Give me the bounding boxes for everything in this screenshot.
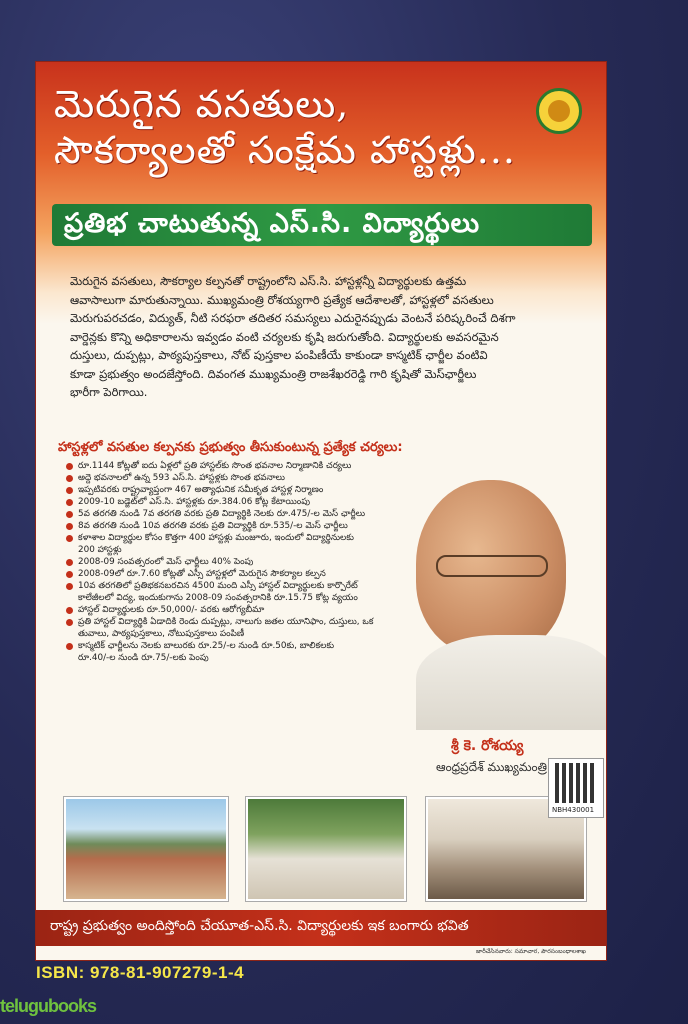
list-item: అద్దె భవనాలలో ఉన్న 593 ఎస్.సి. హాస్టళ్లకు సొంత భవనాలు — [66, 472, 436, 484]
portrait-glasses — [436, 555, 548, 577]
poster — [36, 62, 606, 960]
hostel-building-photo — [64, 797, 228, 901]
headline-line-2: సౌకర్యాలతో సంక్షేమ హాస్టళ్లు... — [54, 128, 516, 172]
bullet-icon — [66, 571, 73, 578]
qr-code-icon — [555, 763, 595, 803]
bottom-banner-text: రాష్ట్ర ప్రభుత్వం అందిస్తోంది చేయూత-ఎస్.సి. విద్యార్థులకు ఇక బంగారు భవిత — [50, 918, 469, 934]
list-item: ప్రతి హాస్టల్ విద్యార్థికి ఏడాదికి రెండు దుప్పట్లు, నాలుగు జతల యూనిఫాం, దుస్తులు, ఒక తువాలు, పాఠ్యపుస్తకాలు, నోటుపుస్తకాలు పంపిణీ — [66, 616, 436, 640]
portrait-caption-name: శ్రీ కె. రోశయ్య — [451, 738, 524, 754]
bullet-icon — [66, 463, 73, 470]
portrait-caption-role: ఆంధ్రప్రదేశ్ ముఖ్యమంత్రి — [436, 760, 547, 774]
list-item: 2008-09 సంవత్సరంలో మెస్ ఛార్జీలు 40% పెంపు — [66, 556, 436, 568]
list-item: కళాశాల విద్యార్థుల కోసం కొత్తగా 400 హాస్టళ్లు మంజూరు, ఇందులో విద్యార్థినులకు 200 హాస్టళ్లు — [66, 532, 436, 556]
bullet-icon — [66, 619, 73, 626]
list-item: 5వ తరగతి నుండి 7వ తరగతి వరకు ప్రతి విద్యార్థికి నెలకు రూ.475/-ల మెస్ ఛార్జీలు — [66, 508, 436, 520]
bullet-icon — [66, 559, 73, 566]
list-item: 2008-09లో రూ.7.60 కోట్లతో ఎస్సీ హాస్టళ్లలో మెరుగైన సౌకర్యాల కల్పన — [66, 568, 436, 580]
bullet-icon — [66, 487, 73, 494]
bullet-icon — [66, 499, 73, 506]
watermark-logo: telugubooks — [0, 996, 96, 1016]
qr-code — [548, 758, 604, 818]
list-item: 10వ తరగతిలో ప్రతిభకనబరచిన 4500 మంది ఎస్సీ హాస్టల్ విద్యార్థులకు కార్పొరేట్ కాలేజీలలో విద్య, ఇందుకుగాను 2008-09 సంవత్సరానికి రూ.15.75 కోట్ల వ్యయం — [66, 580, 436, 604]
section-title: హాస్టళ్లలో వసతుల కల్పనకు ప్రభుత్వం తీసుకుంటున్న ప్రత్యేక చర్యలు: — [58, 440, 403, 455]
measures-list — [66, 460, 436, 664]
bullet-icon — [66, 535, 73, 542]
bullet-icon — [66, 607, 73, 614]
chief-minister-portrait — [396, 470, 606, 730]
bullet-icon — [66, 511, 73, 518]
portrait-shawl — [416, 635, 606, 730]
list-item: కాస్మటిక్ ఛార్జీలను నెలకు బాలురకు రూ.25/-ల నుండి రూ.50కు, బాలికలకు రూ.40/-ల నుండి రూ.75/-లకు పెంపు — [66, 640, 436, 664]
subheadline-text: ప్రతిభ చాటుతున్న ఎస్.సి. విద్యార్థులు — [64, 208, 481, 239]
bullet-icon — [66, 475, 73, 482]
isbn-text: ISBN: 978-81-907279-1-4 — [36, 963, 245, 982]
bullet-icon — [66, 523, 73, 530]
subheadline-banner — [36, 200, 606, 250]
bullet-icon — [66, 583, 73, 590]
bottom-banner — [36, 910, 606, 946]
students-studying-photo — [246, 797, 406, 901]
publisher-credit: జారీచేసినవారు: సమాచార, పౌరసంబంధాలశాఖ — [476, 948, 586, 955]
intro-paragraph: మెరుగైన వసతులు, సౌకర్యాల కల్పనతో రాష్ట్రంలోని ఎస్.సి. హాస్టళ్లన్నీ విద్యార్థులకు ఉత్తమ ఆవాసాలుగా మారుతున్నాయి. ముఖ్యమంత్రి రోశయ్యగారి ప్రత్యేక ఆదేశాలతో, హాస్టళ్లలో వసతులు మెరుగుపరచడం, విద్యుత్, నీటి సరఫరా తదితర సమస్యలు ఎదురైనప్పుడు వెంటనే పరిష్కరించే దిశగా వార్డెన్లకు కొన్ని అధికారాలను ఇవ్వడం వంటి చర్యలకు కృషి జరుగుతోంది. విద్యార్థులకు అవసరమైన దుస్తులు, దుప్పట్లు, పాఠ్యపుస్తకాలు, నోట్ పుస్తకాల పంపిణీయే కాకుండా కాస్మటిక్ ఛార్జీల వంటివి కూడా ప్రభుత్వం అందజేస్తోంది. దివంగత ముఖ్యమంత్రి రాజశేఖరరెడ్డి గారి కృషితో మెస్‌ఛార్జీలు భారీగా పెరిగాయి. — [70, 274, 516, 399]
list-item: హాస్టల్ విద్యార్థులకు రూ.50,000/- వరకు ఆరోగ్యబీమా — [66, 604, 436, 616]
list-item: 8వ తరగతి నుండి 10వ తరగతి వరకు ప్రతి విద్యార్థికి రూ.535/-ల మెస్ ఛార్జీలు — [66, 520, 436, 532]
qr-code-label: NBH430001 — [552, 806, 595, 814]
government-emblem-icon — [536, 88, 582, 134]
list-item: 2009-10 బడ్జెట్‌లో ఎస్.సి. హాస్టళ్లకు రూ.384.06 కోట్ల కేటాయింపు — [66, 496, 436, 508]
list-item: రూ.1144 కోట్లతో ఐదు ఏళ్లలో ప్రతి హాస్టల్‌కు సొంత భవనాల నిర్మాణానికి చర్యలు — [66, 460, 436, 472]
headline-line-1: మెరుగైన వసతులు, — [54, 82, 350, 126]
list-item: ఇప్పటివరకు రాష్ట్రవ్యాప్తంగా 467 అత్యాధునిక సమీకృత హాస్టళ్ల నిర్మాణం — [66, 484, 436, 496]
bullet-icon — [66, 643, 73, 650]
